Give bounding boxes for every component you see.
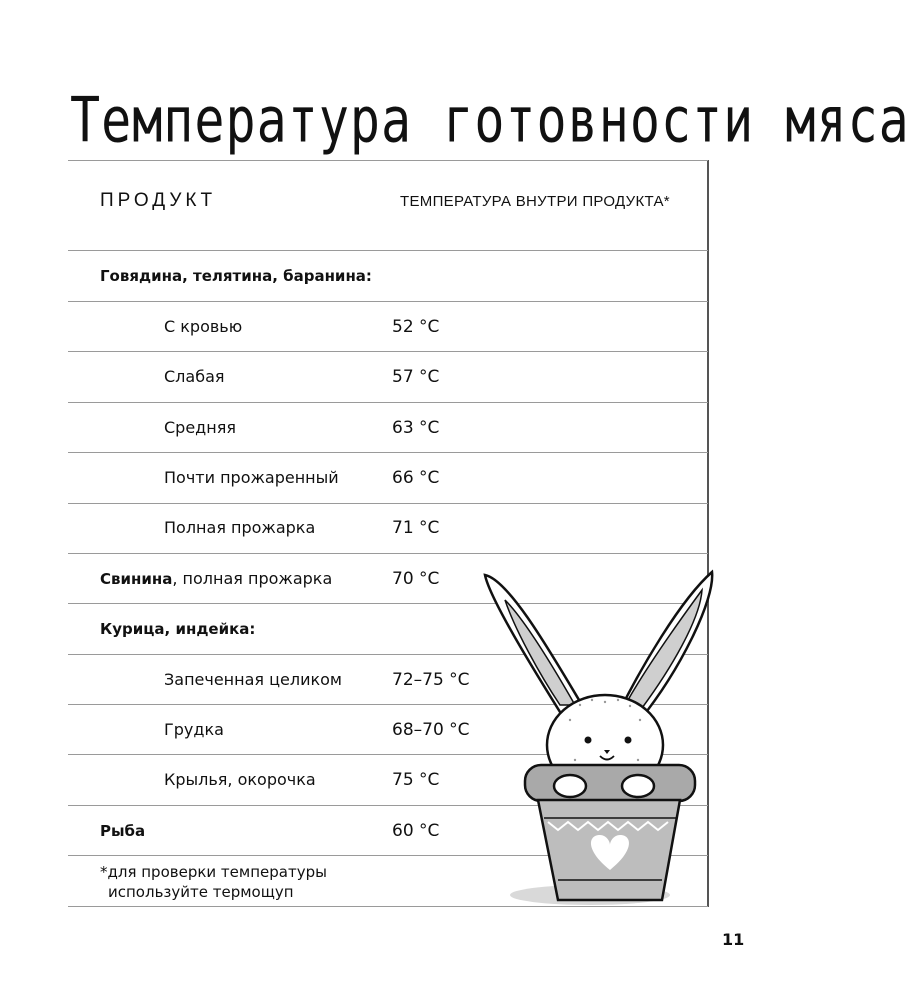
temperature-value: 68–70 °C [392,720,470,740]
temperature-value: 71 °C [392,518,440,538]
table-row [68,453,708,503]
page-title: Температура готовности мяса [70,83,910,157]
temperature-value: 60 °C [392,821,440,841]
category-label [100,554,332,604]
footnote-line: *для проверки температуры [100,863,327,881]
temperature-value: 70 °C [392,569,440,589]
temperature-value: 57 °C [392,367,440,387]
product-label: Грудка [164,720,224,739]
temperature-value: 52 °C [392,317,440,337]
product-label: Полная прожарка [164,518,316,537]
product-label: Слабая [164,367,225,386]
product-label: Запеченная целиком [164,670,342,689]
temperature-value: 63 °C [392,418,440,438]
table-row [68,503,708,553]
category-label-rest: , полная прожарка [172,569,333,588]
bunny-in-pot-illustration [480,560,720,920]
temperature-value: 72–75 °C [392,670,470,690]
footnote [100,862,327,902]
table-row [68,403,708,453]
temperature-value: 66 °C [392,468,440,488]
category-label: Рыба [100,822,146,840]
product-label: С кровью [164,317,243,336]
category-label-bold: Свинина [100,570,173,588]
column-header-product: ПРОДУКТ [100,190,217,211]
table-row [68,352,708,402]
category-label: Говядина, телятина, баранина: [100,267,372,285]
temperature-value: 75 °C [392,770,440,790]
table-divider [68,160,708,161]
table-row [68,302,708,352]
column-header-temperature: ТЕМПЕРАТУРА ВНУТРИ ПРОДУКТА* [400,193,670,210]
page-number: 11 [722,930,745,949]
table-row [68,251,708,301]
category-label: Курица, индейка: [100,620,256,638]
product-label: Крылья, окорочка [164,770,316,789]
product-label: Почти прожаренный [164,468,339,487]
product-label: Средняя [164,418,236,437]
footnote-line: используйте термощуп [108,883,294,901]
